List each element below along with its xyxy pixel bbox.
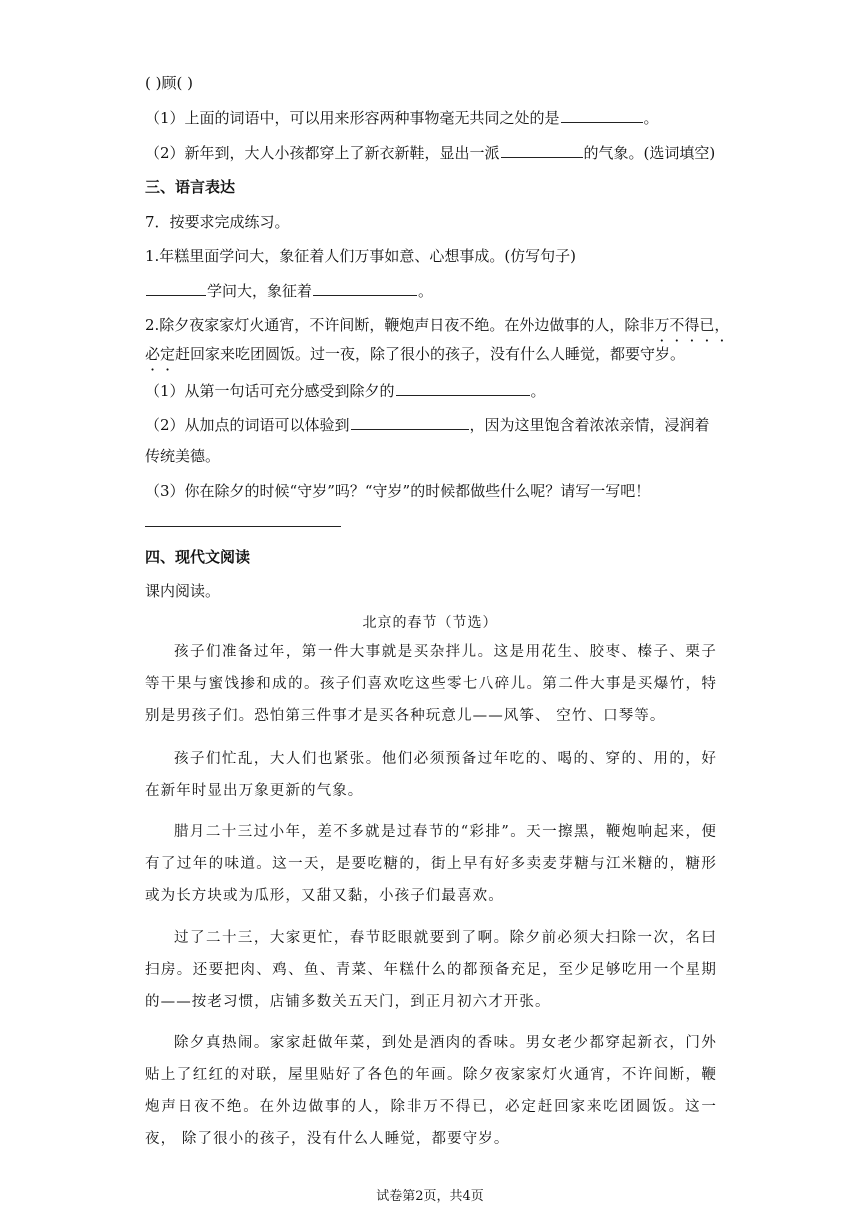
section-heading-modern-reading: 四、现代文阅读 [145, 548, 251, 566]
dotted-char: ， · [714, 315, 729, 335]
page-footer: 试卷第2页，共4页 [376, 1189, 484, 1204]
item-1-fill-mid: 学问大，象征着 [207, 282, 313, 300]
question-2-end: 的气象。(选词填空) [583, 144, 716, 162]
passage-title: 北京的春节（节选） [362, 615, 498, 631]
question-1-end: 。 [643, 109, 659, 127]
passage-paragraph: 孩子们忙乱，大人们也紧张。他们必须预备过年吃的、喝的、穿的、用的，好在新年时显出万象更新的气象。 [145, 751, 717, 799]
answer-blank[interactable] [561, 107, 643, 123]
item-2-line-2-text: 赶回家来吃团圆饭。过一夜，除了很小的孩子，没有什么人睡觉，都要守岁。 [175, 345, 686, 363]
dotted-char: 万 [654, 316, 670, 334]
item-2-line-1 [145, 315, 729, 335]
passage-paragraph: 除夕真热闹。家家赶做年菜，到处是酒肉的香味。男女老少都穿起新衣，门外贴上了红红的对联，屋里贴好了各色的年画。除夕夜家家灯火通宵，不许间断，鞭炮声日夜不绝。在外边做事的人，除非万不得已，必定赶回家来吃团圆饭。这一夜， 除了很小的孩子，没有什么人睡觉，都要守岁。 [145, 1035, 717, 1147]
question-7: 7．按要求完成练习。 [145, 213, 290, 231]
sub-question-2-text: （2）从加点的词语可以体验到 [145, 416, 350, 434]
question-2-text: （2）新年到，大人小孩都穿上了新衣新鞋，显出一派 [145, 144, 500, 162]
dotted-char: 不 [669, 316, 685, 334]
passage-paragraph: 孩子们准备过年，第一件大事就是买杂拌儿。这是用花生、胶枣、榛子、栗子等干果与蜜饯掺和成的。孩子们喜欢吃这些零七八碎儿。第二件大事是买爆竹，特别是男孩子们。恐怕第三件事才是买各种玩意儿——风筝、 空竹、口琴等。 [145, 644, 717, 724]
item-1-fill [145, 280, 433, 301]
passage-paragraph: 过了二十三，大家更忙，春节眨眼就要到了啊。除夕前必须大扫除一次，名曰扫房。还要把肉、鸡、鱼、青菜、年糕什么的都预备充足，至少足够吃用一个星期的——按老习惯，店铺多数关五天门，到正月初六才开张。 [145, 930, 717, 1010]
item-1-fill-end: 。 [418, 282, 434, 300]
answer-line[interactable] [145, 526, 341, 527]
sub-question-2 [145, 414, 710, 435]
sub-question-2-end: ，因为这里饱含着浓浓亲情，浸润着 [469, 416, 710, 434]
word-fill-line: ( )顾( ) [145, 74, 193, 92]
answer-blank[interactable] [313, 280, 417, 296]
item-2-text: 2.除夕夜家家灯火通宵，不许间断，鞭炮声日夜不绝。在外边做事的人，除非 [145, 316, 655, 334]
dotted-char: 得 [684, 316, 700, 334]
sub-question-1 [145, 380, 546, 401]
dotted-char: 必 [145, 345, 161, 363]
reading-intro: 课内阅读。 [145, 582, 221, 600]
dotted-char: 定 [160, 345, 176, 363]
answer-blank[interactable] [501, 142, 583, 158]
dotted-char: 已 [699, 316, 715, 334]
question-1 [145, 107, 659, 128]
passage-paragraph: 腊月二十三过小年，差不多就是过春节的“彩排”。天一擦黑，鞭炮响起来，便有了过年的味道。这一天，是要吃糖的，街上早有好多卖麦芽糖与江米糖的，糖形或为长方块或为瓜形，又甜又黏，小孩子们最喜欢。 [145, 824, 717, 904]
sub-question-2-line-2: 传统美德。 [145, 447, 221, 465]
answer-blank[interactable] [351, 414, 469, 430]
question-2 [145, 142, 715, 163]
section-heading-language-expression: 三、语言表达 [145, 178, 236, 196]
item-1: 1.年糕里面学问大，象征着人们万事如意、心想事成。(仿写句子) [145, 247, 577, 265]
question-1-text: （1）上面的词语中，可以用来形容两种事物毫无共同之处的是 [145, 109, 560, 127]
sub-question-1-text: （1）从第一句话可充分感受到除夕的 [145, 382, 395, 400]
item-2-line-2 [145, 344, 685, 364]
answer-blank[interactable] [396, 380, 530, 396]
answer-blank[interactable] [146, 280, 206, 296]
sub-question-1-end: 。 [530, 382, 546, 400]
sub-question-3: （3）你在除夕的时候“守岁”吗？“守岁”的时候都做些什么呢？请写一写吧！ [145, 482, 651, 500]
